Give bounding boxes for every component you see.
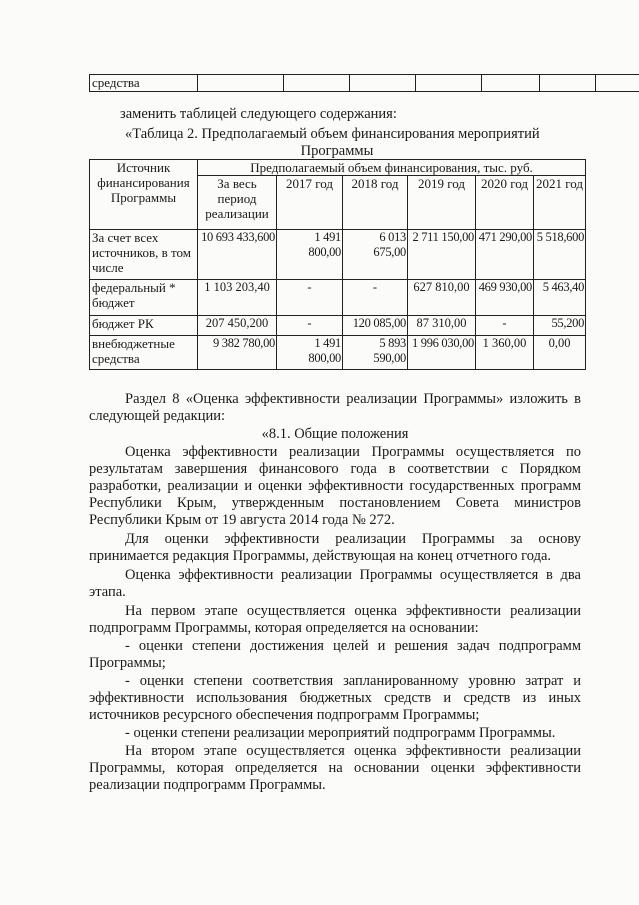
value-cell: 5 518,600 (534, 230, 586, 280)
period-header: 2021 год (534, 176, 586, 230)
paragraph-line: разработки, реализации и оценки эффективности государственных программ (89, 478, 581, 494)
paragraph-line: На первом этапе осуществляется оценка эффективности реализации (125, 603, 581, 619)
source-header: Источник финансирования Программы (90, 160, 198, 230)
value-cell: 469 930,00 (476, 280, 534, 316)
value-cell: 87 310,00 (408, 316, 476, 336)
paragraph-line: подпрограмм Программы, которая определяется на основании: (89, 620, 479, 636)
volume-header: Предполагаемый объем финансирования, тыс. руб. (198, 160, 586, 176)
paragraph-line: этапа. (89, 584, 126, 600)
value-cell: 207 450,200 (198, 316, 277, 336)
paragraph-line: Республики Крым от 19 августа 2014 года № 272. (89, 512, 395, 528)
list-item: источников ресурсного обеспечения подпрограмм Программы; (89, 707, 480, 723)
table-title-continued: Программы (300, 143, 374, 159)
list-item: - оценки степени достижения целей и решения задач подпрограмм (125, 638, 581, 654)
value-cell: 471 290,00 (476, 230, 534, 280)
value-cell: 5 463,40 (534, 280, 586, 316)
value-cell: 1 103 203,40 (198, 280, 277, 316)
period-header: 2017 год (277, 176, 343, 230)
paragraph-line: Республики Крым, утвержденным постановлением Совета министров (89, 495, 581, 511)
source-cell: федеральный * бюджет (90, 280, 198, 316)
section-intro: следующей редакции: (89, 408, 226, 424)
table-row (90, 336, 586, 370)
value-cell: 9 382 780,00 (198, 336, 277, 370)
paragraph-line: результатам завершения финансового года в соответствии с Порядком (89, 461, 581, 477)
value-cell: 1 360,00 (476, 336, 534, 370)
list-item: эффективности использования бюджетных средств и средств из иных (89, 690, 581, 706)
list-item: - оценки степени соответствия запланированному уровню затрат и (125, 673, 581, 689)
value-cell: 0,00 (534, 336, 586, 370)
paragraph-line: Оценка эффективности реализации Программы осуществляется в два (125, 567, 581, 583)
list-item: Программы; (89, 655, 166, 671)
source-cell: бюджет РК (90, 316, 198, 336)
section-intro: Раздел 8 «Оценка эффективности реализации Программы» изложить в (125, 391, 581, 407)
table-title: «Таблица 2. Предполагаемый объем финансирования мероприятий (125, 126, 540, 142)
fragment-label-cell: средства (90, 75, 198, 92)
value-cell: 1 491 800,00 (277, 230, 343, 280)
intro-text: заменить таблицей следующего содержания: (120, 106, 397, 122)
table-row (90, 280, 586, 316)
period-header: 2018 год (343, 176, 408, 230)
value-cell: - (277, 316, 343, 336)
source-cell: внебюджетные средства (90, 336, 198, 370)
value-cell: 2 711 150,00 (408, 230, 476, 280)
paragraph-line: Оценка эффективности реализации Программы осуществляется по (125, 444, 581, 460)
paragraph-line: реализации подпрограмм Программы. (89, 777, 326, 793)
paragraph-line: На втором этапе осуществляется оценка эффективности реализации (125, 743, 581, 759)
financing-table (89, 159, 586, 370)
table-header-row (90, 160, 586, 176)
table-row (90, 75, 639, 92)
value-cell: - (343, 280, 408, 316)
list-item: - оценки степени реализации мероприятий подпрограмм Программы. (125, 725, 556, 741)
value-cell: 120 085,00 (343, 316, 408, 336)
table-row (90, 316, 586, 336)
value-cell: - (476, 316, 534, 336)
value-cell: 6 013 675,00 (343, 230, 408, 280)
table-row (90, 230, 586, 280)
period-header: 2019 год (408, 176, 476, 230)
value-cell: - (277, 280, 343, 316)
paragraph-line: Программы, которая определяется на основании оценки эффективности (89, 760, 581, 776)
value-cell: 10 693 433,600 (198, 230, 277, 280)
value-cell: 5 893 590,00 (343, 336, 408, 370)
value-cell: 55,200 (534, 316, 586, 336)
value-cell: 627 810,00 (408, 280, 476, 316)
source-cell: За счет всех источников, в том числе (90, 230, 198, 280)
subsection-title: «8.1. Общие положения (261, 426, 409, 442)
previous-table-fragment (89, 74, 639, 92)
period-header: За весь период реализации (198, 176, 277, 230)
value-cell: 1 491 800,00 (277, 336, 343, 370)
period-header: 2020 год (476, 176, 534, 230)
paragraph-line: Для оценки эффективности реализации Программы за основу (125, 531, 581, 547)
paragraph-line: принимается редакция Программы, действующая на конец отчетного года. (89, 548, 552, 564)
value-cell: 1 996 030,00 (408, 336, 476, 370)
